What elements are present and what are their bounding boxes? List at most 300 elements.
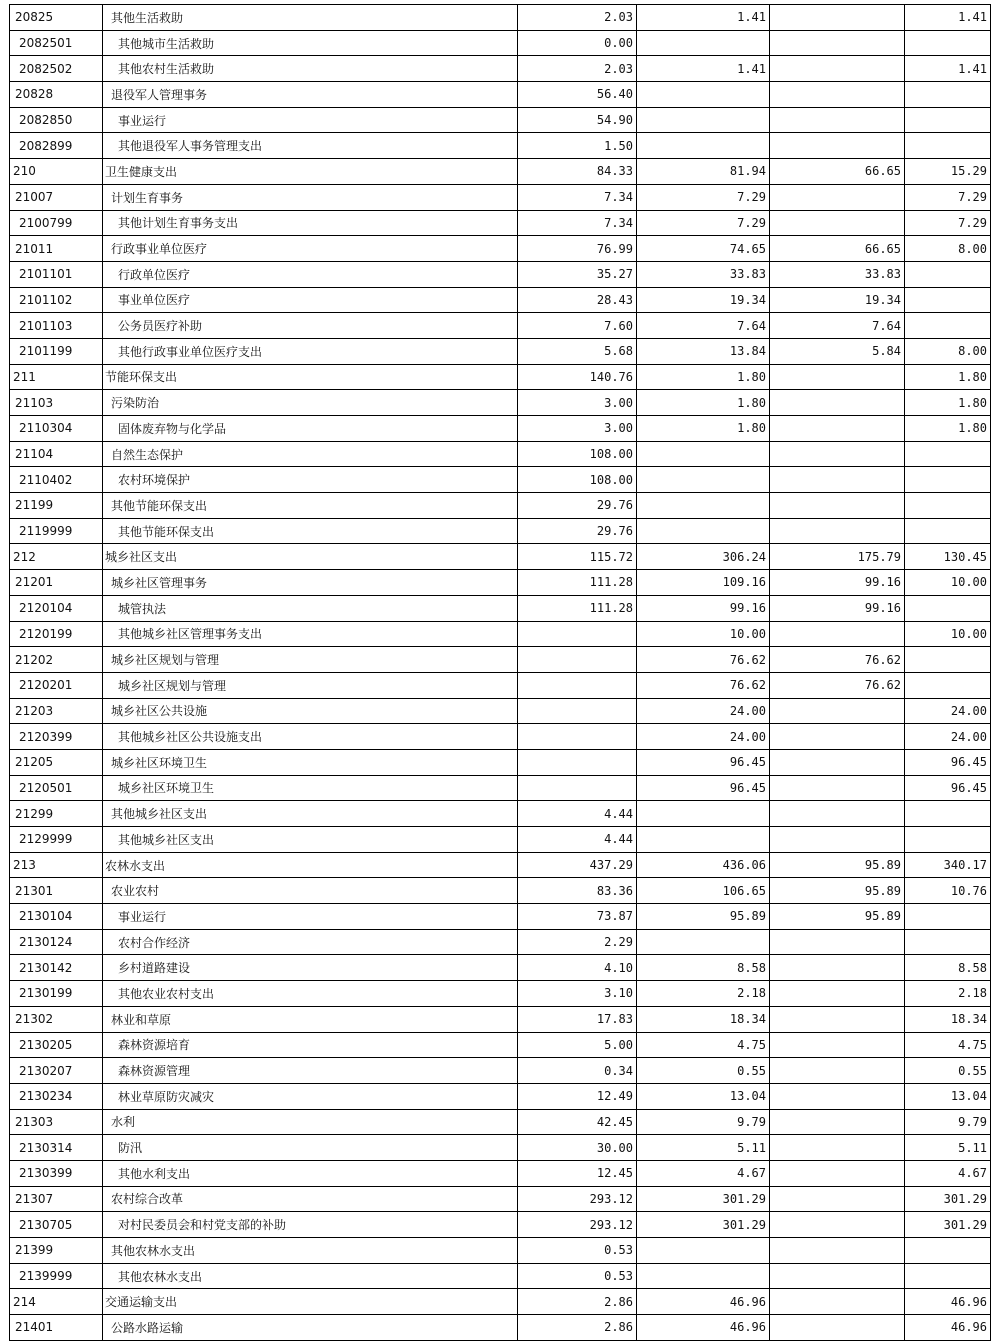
value-cell-3: 95.89 (770, 852, 905, 878)
name-cell: 林业草原防灾减灾 (103, 1083, 518, 1109)
table-row (10, 210, 991, 236)
table-row (10, 1058, 991, 1084)
code-cell: 2120399 (10, 724, 103, 750)
value-cell-1: 293.12 (518, 1186, 637, 1212)
code-cell: 2082502 (10, 56, 103, 82)
table-row (10, 544, 991, 570)
value-cell-2: 1.80 (637, 416, 770, 442)
value-cell-4 (905, 30, 991, 56)
name-cell: 固体废弃物与化学品 (103, 416, 518, 442)
value-cell-3 (770, 184, 905, 210)
table-row (10, 1315, 991, 1341)
value-cell-2: 106.65 (637, 878, 770, 904)
value-cell-4: 1.80 (905, 416, 991, 442)
value-cell-1: 7.60 (518, 313, 637, 339)
table-row (10, 338, 991, 364)
table-row (10, 724, 991, 750)
code-cell: 212 (10, 544, 103, 570)
name-cell: 城乡社区规划与管理 (103, 647, 518, 673)
value-cell-3 (770, 1315, 905, 1341)
value-cell-4: 96.45 (905, 775, 991, 801)
value-cell-2: 81.94 (637, 159, 770, 185)
name-cell: 农村合作经济 (103, 929, 518, 955)
value-cell-2: 4.75 (637, 1032, 770, 1058)
name-cell: 其他退役军人事务管理支出 (103, 133, 518, 159)
code-cell: 2082501 (10, 30, 103, 56)
table-row (10, 878, 991, 904)
table-row (10, 416, 991, 442)
table-row (10, 82, 991, 108)
table-row (10, 5, 991, 31)
value-cell-4: 8.00 (905, 338, 991, 364)
code-cell: 2110402 (10, 467, 103, 493)
code-cell: 2130199 (10, 981, 103, 1007)
value-cell-2: 9.79 (637, 1109, 770, 1135)
code-cell: 211 (10, 364, 103, 390)
value-cell-3 (770, 1032, 905, 1058)
table-row (10, 647, 991, 673)
value-cell-3: 76.62 (770, 672, 905, 698)
value-cell-2: 96.45 (637, 775, 770, 801)
name-cell: 节能环保支出 (103, 364, 518, 390)
value-cell-2: 301.29 (637, 1212, 770, 1238)
value-cell-3 (770, 82, 905, 108)
table-row (10, 1032, 991, 1058)
name-cell: 农村综合改革 (103, 1186, 518, 1212)
value-cell-4: 0.55 (905, 1058, 991, 1084)
value-cell-2: 99.16 (637, 595, 770, 621)
value-cell-2: 10.00 (637, 621, 770, 647)
table-row (10, 1263, 991, 1289)
table-row (10, 1212, 991, 1238)
table-row (10, 56, 991, 82)
value-cell-1: 4.10 (518, 955, 637, 981)
name-cell: 其他农业农村支出 (103, 981, 518, 1007)
value-cell-4: 7.29 (905, 184, 991, 210)
value-cell-2: 76.62 (637, 672, 770, 698)
name-cell: 公务员医疗补助 (103, 313, 518, 339)
code-cell: 21007 (10, 184, 103, 210)
value-cell-1: 76.99 (518, 236, 637, 262)
value-cell-4: 1.80 (905, 390, 991, 416)
value-cell-3: 7.64 (770, 313, 905, 339)
code-cell: 2130399 (10, 1160, 103, 1186)
value-cell-2 (637, 441, 770, 467)
value-cell-4: 7.29 (905, 210, 991, 236)
code-cell: 21307 (10, 1186, 103, 1212)
value-cell-4 (905, 261, 991, 287)
value-cell-4: 301.29 (905, 1212, 991, 1238)
table-row (10, 570, 991, 596)
value-cell-1: 29.76 (518, 518, 637, 544)
value-cell-2: 96.45 (637, 749, 770, 775)
value-cell-4: 24.00 (905, 724, 991, 750)
value-cell-2: 0.55 (637, 1058, 770, 1084)
value-cell-4 (905, 801, 991, 827)
value-cell-2: 5.11 (637, 1135, 770, 1161)
name-cell: 对村民委员会和村党支部的补助 (103, 1212, 518, 1238)
value-cell-2 (637, 82, 770, 108)
code-cell: 2120199 (10, 621, 103, 647)
value-cell-4: 46.96 (905, 1315, 991, 1341)
code-cell: 20825 (10, 5, 103, 31)
value-cell-4: 8.00 (905, 236, 991, 262)
value-cell-1 (518, 672, 637, 698)
table-row (10, 1135, 991, 1161)
value-cell-4 (905, 467, 991, 493)
name-cell: 其他城乡社区支出 (103, 827, 518, 853)
value-cell-3 (770, 1289, 905, 1315)
value-cell-1: 28.43 (518, 287, 637, 313)
value-cell-4: 2.18 (905, 981, 991, 1007)
value-cell-1: 0.00 (518, 30, 637, 56)
value-cell-1: 2.86 (518, 1289, 637, 1315)
value-cell-1: 2.03 (518, 56, 637, 82)
value-cell-1: 29.76 (518, 493, 637, 519)
value-cell-3 (770, 1006, 905, 1032)
value-cell-2: 13.04 (637, 1083, 770, 1109)
name-cell: 其他城乡社区公共设施支出 (103, 724, 518, 750)
value-cell-1: 4.44 (518, 827, 637, 853)
value-cell-4 (905, 313, 991, 339)
name-cell: 交通运输支出 (103, 1289, 518, 1315)
value-cell-2: 19.34 (637, 287, 770, 313)
table-body (10, 5, 991, 1341)
code-cell: 210 (10, 159, 103, 185)
table-row (10, 390, 991, 416)
code-cell: 2130124 (10, 929, 103, 955)
code-cell: 21303 (10, 1109, 103, 1135)
value-cell-3 (770, 801, 905, 827)
table-row (10, 1186, 991, 1212)
value-cell-3: 66.65 (770, 236, 905, 262)
table-row (10, 1083, 991, 1109)
value-cell-1: 12.49 (518, 1083, 637, 1109)
name-cell: 行政事业单位医疗 (103, 236, 518, 262)
value-cell-2: 18.34 (637, 1006, 770, 1032)
name-cell: 事业单位医疗 (103, 287, 518, 313)
code-cell: 2130314 (10, 1135, 103, 1161)
value-cell-4 (905, 107, 991, 133)
value-cell-4 (905, 441, 991, 467)
value-cell-3 (770, 698, 905, 724)
value-cell-3: 33.83 (770, 261, 905, 287)
name-cell: 城管执法 (103, 595, 518, 621)
code-cell: 2082850 (10, 107, 103, 133)
value-cell-3 (770, 621, 905, 647)
value-cell-1: 4.44 (518, 801, 637, 827)
value-cell-2: 13.84 (637, 338, 770, 364)
value-cell-2: 2.18 (637, 981, 770, 1007)
value-cell-4: 10.00 (905, 570, 991, 596)
name-cell: 乡村道路建设 (103, 955, 518, 981)
table-row (10, 1238, 991, 1264)
value-cell-2: 7.29 (637, 184, 770, 210)
table-row (10, 467, 991, 493)
value-cell-1 (518, 775, 637, 801)
value-cell-1: 12.45 (518, 1160, 637, 1186)
table-row (10, 981, 991, 1007)
value-cell-2: 306.24 (637, 544, 770, 570)
table-row (10, 1289, 991, 1315)
value-cell-4 (905, 518, 991, 544)
value-cell-3 (770, 1212, 905, 1238)
code-cell: 21401 (10, 1315, 103, 1341)
value-cell-1: 3.10 (518, 981, 637, 1007)
name-cell: 其他节能环保支出 (103, 493, 518, 519)
value-cell-3 (770, 1058, 905, 1084)
value-cell-1: 115.72 (518, 544, 637, 570)
table-row (10, 595, 991, 621)
value-cell-3 (770, 390, 905, 416)
value-cell-1: 0.34 (518, 1058, 637, 1084)
code-cell: 2120104 (10, 595, 103, 621)
table-row (10, 107, 991, 133)
value-cell-3 (770, 416, 905, 442)
code-cell: 21301 (10, 878, 103, 904)
code-cell: 2139999 (10, 1263, 103, 1289)
table-row (10, 518, 991, 544)
code-cell: 21399 (10, 1238, 103, 1264)
table-row (10, 929, 991, 955)
name-cell: 农林水支出 (103, 852, 518, 878)
name-cell: 城乡社区环境卫生 (103, 749, 518, 775)
value-cell-2 (637, 1238, 770, 1264)
value-cell-1: 0.53 (518, 1238, 637, 1264)
value-cell-3 (770, 827, 905, 853)
value-cell-4 (905, 904, 991, 930)
value-cell-1: 42.45 (518, 1109, 637, 1135)
code-cell: 2120501 (10, 775, 103, 801)
name-cell: 自然生态保护 (103, 441, 518, 467)
value-cell-3 (770, 56, 905, 82)
value-cell-3 (770, 364, 905, 390)
code-cell: 2130104 (10, 904, 103, 930)
value-cell-2: 1.80 (637, 364, 770, 390)
value-cell-2: 46.96 (637, 1289, 770, 1315)
value-cell-1: 111.28 (518, 570, 637, 596)
name-cell: 其他城乡社区支出 (103, 801, 518, 827)
value-cell-3: 175.79 (770, 544, 905, 570)
name-cell: 其他农林水支出 (103, 1238, 518, 1264)
value-cell-4 (905, 82, 991, 108)
value-cell-1: 73.87 (518, 904, 637, 930)
value-cell-2: 95.89 (637, 904, 770, 930)
code-cell: 2110304 (10, 416, 103, 442)
table-row (10, 904, 991, 930)
value-cell-2 (637, 827, 770, 853)
value-cell-1: 0.53 (518, 1263, 637, 1289)
table-row (10, 955, 991, 981)
value-cell-2: 24.00 (637, 698, 770, 724)
table-row (10, 184, 991, 210)
value-cell-4: 5.11 (905, 1135, 991, 1161)
code-cell: 2101103 (10, 313, 103, 339)
value-cell-3 (770, 518, 905, 544)
name-cell: 公路水路运输 (103, 1315, 518, 1341)
value-cell-3: 99.16 (770, 570, 905, 596)
code-cell: 2130142 (10, 955, 103, 981)
value-cell-3 (770, 1083, 905, 1109)
name-cell: 城乡社区规划与管理 (103, 672, 518, 698)
name-cell: 农业农村 (103, 878, 518, 904)
value-cell-4 (905, 827, 991, 853)
name-cell: 林业和草原 (103, 1006, 518, 1032)
value-cell-3 (770, 955, 905, 981)
name-cell: 其他生活救助 (103, 5, 518, 31)
code-cell: 2130234 (10, 1083, 103, 1109)
code-cell: 2101101 (10, 261, 103, 287)
value-cell-2: 24.00 (637, 724, 770, 750)
value-cell-4 (905, 287, 991, 313)
value-cell-2 (637, 493, 770, 519)
value-cell-2 (637, 30, 770, 56)
code-cell: 21201 (10, 570, 103, 596)
value-cell-2: 8.58 (637, 955, 770, 981)
name-cell: 污染防治 (103, 390, 518, 416)
value-cell-3: 95.89 (770, 878, 905, 904)
value-cell-3: 99.16 (770, 595, 905, 621)
value-cell-2 (637, 1263, 770, 1289)
code-cell: 21104 (10, 441, 103, 467)
table-row (10, 30, 991, 56)
value-cell-2: 74.65 (637, 236, 770, 262)
value-cell-3 (770, 441, 905, 467)
value-cell-3: 66.65 (770, 159, 905, 185)
value-cell-3: 76.62 (770, 647, 905, 673)
code-cell: 2119999 (10, 518, 103, 544)
name-cell: 其他节能环保支出 (103, 518, 518, 544)
name-cell: 其他水利支出 (103, 1160, 518, 1186)
name-cell: 其他行政事业单位医疗支出 (103, 338, 518, 364)
name-cell: 城乡社区环境卫生 (103, 775, 518, 801)
value-cell-1: 54.90 (518, 107, 637, 133)
value-cell-2: 1.80 (637, 390, 770, 416)
value-cell-2 (637, 467, 770, 493)
value-cell-3 (770, 981, 905, 1007)
table-row (10, 364, 991, 390)
name-cell: 事业运行 (103, 107, 518, 133)
value-cell-4 (905, 647, 991, 673)
code-cell: 21202 (10, 647, 103, 673)
code-cell: 2101199 (10, 338, 103, 364)
value-cell-4: 301.29 (905, 1186, 991, 1212)
value-cell-3 (770, 1263, 905, 1289)
table-row (10, 698, 991, 724)
value-cell-1: 5.00 (518, 1032, 637, 1058)
value-cell-4: 10.00 (905, 621, 991, 647)
name-cell: 其他城乡社区管理事务支出 (103, 621, 518, 647)
code-cell: 213 (10, 852, 103, 878)
table-row (10, 852, 991, 878)
code-cell: 2130205 (10, 1032, 103, 1058)
value-cell-4 (905, 672, 991, 698)
name-cell: 其他农林水支出 (103, 1263, 518, 1289)
value-cell-2: 301.29 (637, 1186, 770, 1212)
value-cell-2: 7.29 (637, 210, 770, 236)
value-cell-3 (770, 30, 905, 56)
value-cell-1: 2.29 (518, 929, 637, 955)
value-cell-1: 7.34 (518, 210, 637, 236)
table-row (10, 1160, 991, 1186)
value-cell-4: 1.80 (905, 364, 991, 390)
value-cell-1: 56.40 (518, 82, 637, 108)
name-cell: 森林资源管理 (103, 1058, 518, 1084)
value-cell-4 (905, 929, 991, 955)
name-cell: 农村环境保护 (103, 467, 518, 493)
name-cell: 水利 (103, 1109, 518, 1135)
code-cell: 21011 (10, 236, 103, 262)
value-cell-4: 340.17 (905, 852, 991, 878)
value-cell-1 (518, 621, 637, 647)
table-row (10, 313, 991, 339)
table-row (10, 236, 991, 262)
value-cell-4: 96.45 (905, 749, 991, 775)
value-cell-2: 33.83 (637, 261, 770, 287)
value-cell-4: 4.75 (905, 1032, 991, 1058)
value-cell-4: 10.76 (905, 878, 991, 904)
table-row (10, 672, 991, 698)
value-cell-4: 18.34 (905, 1006, 991, 1032)
value-cell-1: 2.86 (518, 1315, 637, 1341)
code-cell: 2082899 (10, 133, 103, 159)
value-cell-4: 8.58 (905, 955, 991, 981)
value-cell-1: 2.03 (518, 5, 637, 31)
value-cell-2 (637, 133, 770, 159)
name-cell: 其他农村生活救助 (103, 56, 518, 82)
value-cell-3 (770, 493, 905, 519)
table-row (10, 261, 991, 287)
table-row (10, 287, 991, 313)
value-cell-4: 4.67 (905, 1160, 991, 1186)
value-cell-1: 437.29 (518, 852, 637, 878)
value-cell-3 (770, 1238, 905, 1264)
value-cell-1: 140.76 (518, 364, 637, 390)
table-row (10, 159, 991, 185)
value-cell-1: 293.12 (518, 1212, 637, 1238)
name-cell: 城乡社区支出 (103, 544, 518, 570)
value-cell-1: 7.34 (518, 184, 637, 210)
value-cell-2: 1.41 (637, 5, 770, 31)
name-cell: 其他计划生育事务支出 (103, 210, 518, 236)
name-cell: 城乡社区管理事务 (103, 570, 518, 596)
value-cell-4: 130.45 (905, 544, 991, 570)
value-cell-2 (637, 107, 770, 133)
code-cell: 21199 (10, 493, 103, 519)
value-cell-1: 3.00 (518, 390, 637, 416)
name-cell: 城乡社区公共设施 (103, 698, 518, 724)
table-row (10, 775, 991, 801)
value-cell-4: 1.41 (905, 56, 991, 82)
value-cell-1: 30.00 (518, 1135, 637, 1161)
budget-expenditure-table (9, 4, 991, 1341)
value-cell-1 (518, 724, 637, 750)
code-cell: 2129999 (10, 827, 103, 853)
value-cell-1 (518, 698, 637, 724)
value-cell-1: 1.50 (518, 133, 637, 159)
value-cell-1: 111.28 (518, 595, 637, 621)
name-cell: 退役军人管理事务 (103, 82, 518, 108)
table-row (10, 1006, 991, 1032)
value-cell-1: 84.33 (518, 159, 637, 185)
value-cell-2: 109.16 (637, 570, 770, 596)
value-cell-2 (637, 518, 770, 544)
code-cell: 2100799 (10, 210, 103, 236)
value-cell-2 (637, 801, 770, 827)
value-cell-3 (770, 1109, 905, 1135)
value-cell-3 (770, 210, 905, 236)
name-cell: 防汛 (103, 1135, 518, 1161)
